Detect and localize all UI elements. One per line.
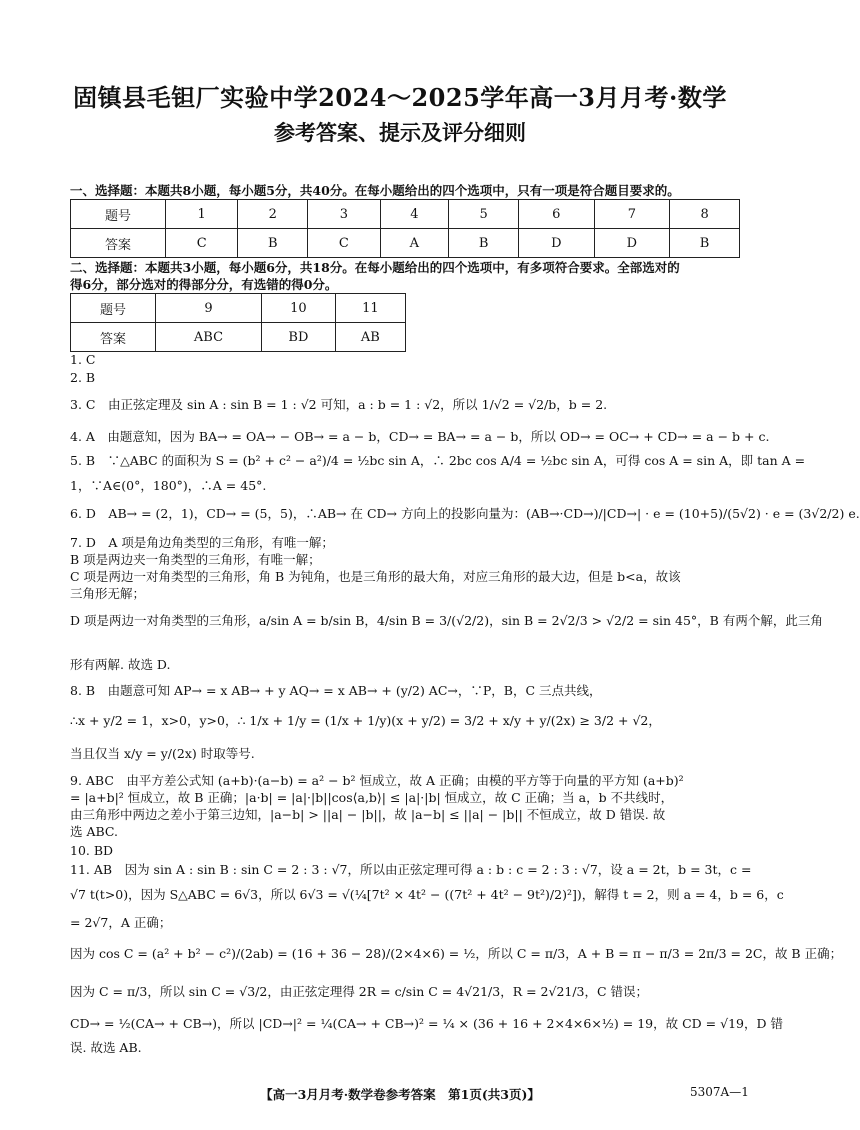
solution-line: 5. B ∵△ABC 的面积为 S = (b² + c² − a²)/4 = ½bc sin A，∴ 2bc cos A/4 = ½bc sin A，可得 cos A = sin A，即 tan A =: [70, 453, 806, 468]
question-number: 4: [380, 200, 449, 229]
solution-line: 选 ABC.: [70, 824, 119, 839]
solution-line: 3. C 由正弦定理及 sin A : sin B = 1 : √2 可知，a : b = 1 : √2，所以 1/√2 = √2/b，b = 2.: [70, 397, 608, 412]
solution-line: 因为 C = π/3，所以 sin C = √3/2，由正弦定理得 2R = c/sin C = 4√21/3，R = 2√21/3，C 错误；: [70, 984, 649, 999]
section2-heading-line1: 二、选择题：本题共3小题，每小题6分，共18分。在每小题给出的四个选项中，有多项符合要求。全部选对的: [70, 260, 680, 275]
answer-cell: C: [308, 229, 380, 258]
solution-line: 8. B 由题意可知 AP→ = x AB→ + y AQ→ = x AB→ + (y/2) AC→，∵P，B，C 三点共线，: [70, 683, 602, 698]
question-number: 7: [594, 200, 670, 229]
solution-line: = |a+b|² 恒成立，故 B 正确；|a·b| = |a|·|b||cos⟨a,b⟩| ≤ |a|·|b| 恒成立，故 C 正确；当 a，b 不共线时，: [70, 790, 674, 805]
question-number: 8: [670, 200, 740, 229]
question-number: 5: [449, 200, 519, 229]
solution-line: = 2√7，A 正确；: [70, 915, 172, 930]
answer-cell: D: [519, 229, 595, 258]
solution-line: 2. B: [70, 370, 96, 385]
question-number: 2: [238, 200, 308, 229]
row-label: 答案: [71, 229, 166, 258]
solution-line: 4. A 由题意知，因为 BA→ = OA→ − OB→ = a − b，CD→ = BA→ = a − b，所以 OD→ = OC→ + CD→ = a − b + c.: [70, 429, 770, 444]
section2-heading-line2: 得6分，部分选对的得部分分，有选错的得0分。: [70, 277, 338, 292]
solution-line: 11. AB 因为 sin A : sin B : sin C = 2 : 3 : √7，所以由正弦定理可得 a : b : c = 2 : 3 : √7，设 a = 2t，b = 3t，c =: [70, 862, 752, 877]
solution-line: 因为 cos C = (a² + b² − c²)/(2ab) = (16 + 36 − 28)/(2×4×6) = ½，所以 C = π/3，A + B = π − π/3 = 2π/3 = 2C，故 B 正确；: [70, 946, 843, 961]
question-number: 11: [335, 294, 405, 323]
answer-cell: BD: [262, 323, 336, 352]
page-footer: 【高一3月月考·数学卷参考答案 第1页(共3页)】: [260, 1087, 540, 1102]
solution-line: 10. BD: [70, 843, 114, 858]
answer-cell: B: [449, 229, 519, 258]
answer-cell: C: [166, 229, 238, 258]
solution-line: C 项是两边一对角类型的三角形，角 B 为钝角，也是三角形的最大角，对应三角形的最大边，但是 b<a，故该: [70, 569, 681, 584]
solution-line: 当且仅当 x/y = y/(2x) 时取等号.: [70, 746, 255, 761]
question-number: 3: [308, 200, 380, 229]
row-label: 答案: [71, 323, 156, 352]
solution-line: D 项是两边一对角类型的三角形，a/sin A = b/sin B，4/sin B = 3/(√2/2)，sin B = 2√2/3 > √2/2 = sin 45°，B 有两个解，此三角: [70, 613, 823, 628]
solution-line: B 项是两边夹一角类型的三角形，有唯一解；: [70, 552, 321, 567]
answer-cell: D: [594, 229, 670, 258]
solution-line: √7 t(t>0)，因为 S△ABC = 6√3，所以 6√3 = √(¼[7t² × 4t² − ((7t² + 4t² − 9t²)/2)²])，解得 t = 2，则 a = 4，b = 6，c: [70, 887, 784, 902]
question-number: 10: [262, 294, 336, 323]
question-number: 9: [156, 294, 262, 323]
solution-line: 形有两解. 故选 D.: [70, 657, 171, 672]
row-label: 题号: [71, 294, 156, 323]
answer-cell: A: [380, 229, 449, 258]
section1-answer-table: [70, 199, 740, 258]
solution-line: 9. ABC 由平方差公式知 (a+b)·(a−b) = a² − b² 恒成立，故 A 正确；由模的平方等于向量的平方知 (a+b)²: [70, 773, 684, 788]
solution-line: 三角形无解；: [70, 586, 146, 601]
solution-line: 由三角形中两边之差小于第三边知，|a−b| > ||a| − |b||，故 |a−b| ≤ ||a| − |b|| 不恒成立，故 D 错误. 故: [70, 807, 666, 822]
section2-answer-table: [70, 293, 406, 352]
table-row: [71, 294, 406, 323]
page-subtitle: 参考答案、提示及评分细则: [274, 120, 526, 145]
table-row: [71, 323, 406, 352]
question-number: 6: [519, 200, 595, 229]
table-row: [71, 229, 740, 258]
answer-cell: ABC: [156, 323, 262, 352]
solution-line: 误. 故选 AB.: [70, 1040, 142, 1055]
solution-line: CD→ = ½(CA→ + CB→)，所以 |CD→|² = ¼(CA→ + CB→)² = ¼ × (36 + 16 + 2×4×6×½) = 19，故 CD = √19，D 错: [70, 1016, 783, 1031]
question-number: 1: [166, 200, 238, 229]
document-code: 5307A—1: [690, 1085, 749, 1099]
solution-line: 1，∵A∈(0°，180°)，∴A = 45°.: [70, 478, 267, 493]
section1-heading: 一、选择题：本题共8小题，每小题5分，共40分。在每小题给出的四个选项中，只有一项是符合题目要求的。: [70, 183, 680, 198]
answer-cell: B: [238, 229, 308, 258]
answer-cell: B: [670, 229, 740, 258]
page-title: 固镇县毛钽厂实验中学2024～2025学年高一3月月考·数学: [73, 83, 727, 112]
solution-line: 7. D A 项是角边角类型的三角形，有唯一解；: [70, 535, 334, 550]
row-label: 题号: [71, 200, 166, 229]
solution-line: ∴x + y/2 = 1，x>0，y>0，∴ 1/x + 1/y = (1/x + 1/y)(x + y/2) = 3/2 + x/y + y/(2x) ≥ 3/2 + √2，: [70, 713, 661, 728]
solution-line: 6. D AB→ = (2，1)，CD→ = (5，5)，∴AB→ 在 CD→ 方向上的投影向量为：(AB→·CD→)/|CD→| · e = (10+5)/(5√2) · e = (3√2/2) e.: [70, 506, 860, 521]
answer-cell: AB: [335, 323, 405, 352]
table-row: [71, 200, 740, 229]
solution-line: 1. C: [70, 352, 96, 367]
